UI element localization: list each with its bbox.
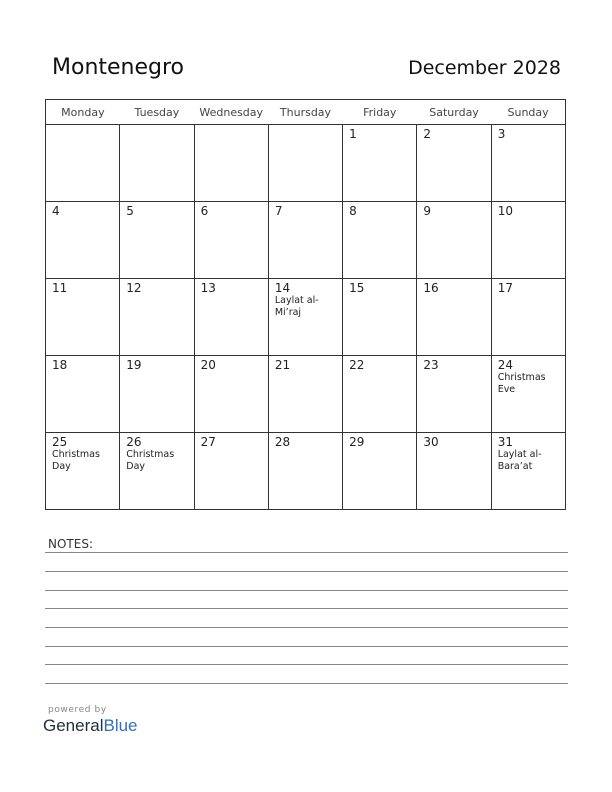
notes-line — [45, 590, 568, 591]
notes-line — [45, 571, 568, 572]
notes-line — [45, 664, 568, 665]
day-number: 18 — [52, 358, 68, 372]
day-number: 28 — [274, 435, 291, 449]
holiday-label: Laylat al-Bara’at — [497, 449, 542, 472]
powered-by-label: powered by — [48, 705, 107, 715]
day-number: 10 — [497, 204, 513, 218]
day-cell — [120, 202, 194, 279]
day-cell — [120, 279, 194, 356]
weekday-header: Friday — [343, 100, 417, 125]
day-cell — [120, 125, 194, 202]
notes-line — [45, 608, 568, 609]
day-number: 19 — [126, 358, 142, 372]
day-number: 2 — [423, 127, 432, 141]
day-cell — [120, 356, 194, 433]
holiday-label: Christmas Day — [126, 449, 175, 472]
day-cell — [491, 433, 565, 510]
day-number: 24 — [497, 358, 513, 372]
day-cell — [268, 125, 342, 202]
day-number: 13 — [200, 281, 216, 295]
week-row — [46, 356, 566, 433]
day-cell — [194, 356, 268, 433]
holiday-label: Laylat al-Mi’raj — [274, 295, 319, 318]
day-number: 21 — [274, 358, 291, 372]
day-number: 22 — [349, 358, 365, 372]
day-cell — [343, 202, 417, 279]
day-number: 25 — [52, 435, 68, 449]
day-cell — [343, 125, 417, 202]
day-number: 9 — [423, 204, 432, 218]
day-cell — [194, 125, 268, 202]
day-cell — [417, 433, 491, 510]
day-number: 15 — [349, 281, 365, 295]
day-number: 6 — [200, 204, 209, 218]
day-number: 26 — [126, 435, 142, 449]
day-number: 17 — [497, 281, 513, 295]
calendar-grid — [45, 99, 566, 510]
day-cell — [417, 356, 491, 433]
weekday-header: Wednesday — [194, 100, 268, 125]
brand-logo-part1: General — [43, 716, 104, 735]
day-cell — [417, 279, 491, 356]
day-cell — [46, 202, 120, 279]
day-number: 30 — [423, 435, 439, 449]
calendar-country-title: Montenegro — [52, 55, 185, 80]
day-cell — [268, 356, 342, 433]
day-number: 31 — [497, 435, 513, 449]
day-number: 11 — [52, 281, 68, 295]
week-row — [46, 202, 566, 279]
weekday-header-row — [46, 100, 566, 125]
day-number: 14 — [274, 281, 291, 295]
notes-line — [45, 646, 568, 647]
notes-label: NOTES: — [48, 537, 93, 551]
week-row — [46, 433, 566, 510]
holiday-label: Christmas Eve — [497, 372, 546, 395]
week-row — [46, 125, 566, 202]
day-cell — [343, 433, 417, 510]
day-cell — [491, 202, 565, 279]
calendar-month-title: December 2028 — [408, 57, 561, 79]
day-cell — [120, 433, 194, 510]
day-number: 27 — [200, 435, 216, 449]
day-cell — [417, 202, 491, 279]
day-cell — [194, 433, 268, 510]
day-number: 16 — [423, 281, 439, 295]
weekday-header: Saturday — [417, 100, 491, 125]
day-number: 4 — [52, 204, 60, 218]
weekday-header: Monday — [46, 100, 120, 125]
day-cell — [491, 356, 565, 433]
weekday-header: Thursday — [268, 100, 342, 125]
day-cell — [343, 279, 417, 356]
day-cell — [46, 125, 120, 202]
day-number: 23 — [423, 358, 439, 372]
day-cell — [46, 279, 120, 356]
day-cell — [268, 279, 342, 356]
notes-line — [45, 683, 568, 684]
day-cell — [268, 202, 342, 279]
brand-logo — [43, 716, 138, 736]
brand-logo-part2: Blue — [103, 716, 138, 735]
day-number: 5 — [126, 204, 134, 218]
day-cell — [491, 279, 565, 356]
day-cell — [343, 356, 417, 433]
week-row — [46, 279, 566, 356]
weekday-header: Tuesday — [120, 100, 194, 125]
day-number: 29 — [349, 435, 365, 449]
holiday-label: Christmas Day — [52, 449, 100, 472]
day-number: 8 — [349, 204, 357, 218]
day-number: 20 — [200, 358, 216, 372]
weekday-header: Sunday — [491, 100, 565, 125]
day-cell — [268, 433, 342, 510]
day-cell — [194, 202, 268, 279]
day-cell — [491, 125, 565, 202]
day-cell — [194, 279, 268, 356]
day-number: 12 — [126, 281, 142, 295]
day-cell — [417, 125, 491, 202]
day-cell — [46, 356, 120, 433]
day-number: 3 — [497, 127, 506, 141]
notes-line — [45, 627, 568, 628]
notes-line — [45, 552, 568, 553]
day-number: 1 — [349, 127, 357, 141]
day-number: 7 — [274, 204, 283, 218]
day-cell — [46, 433, 120, 510]
